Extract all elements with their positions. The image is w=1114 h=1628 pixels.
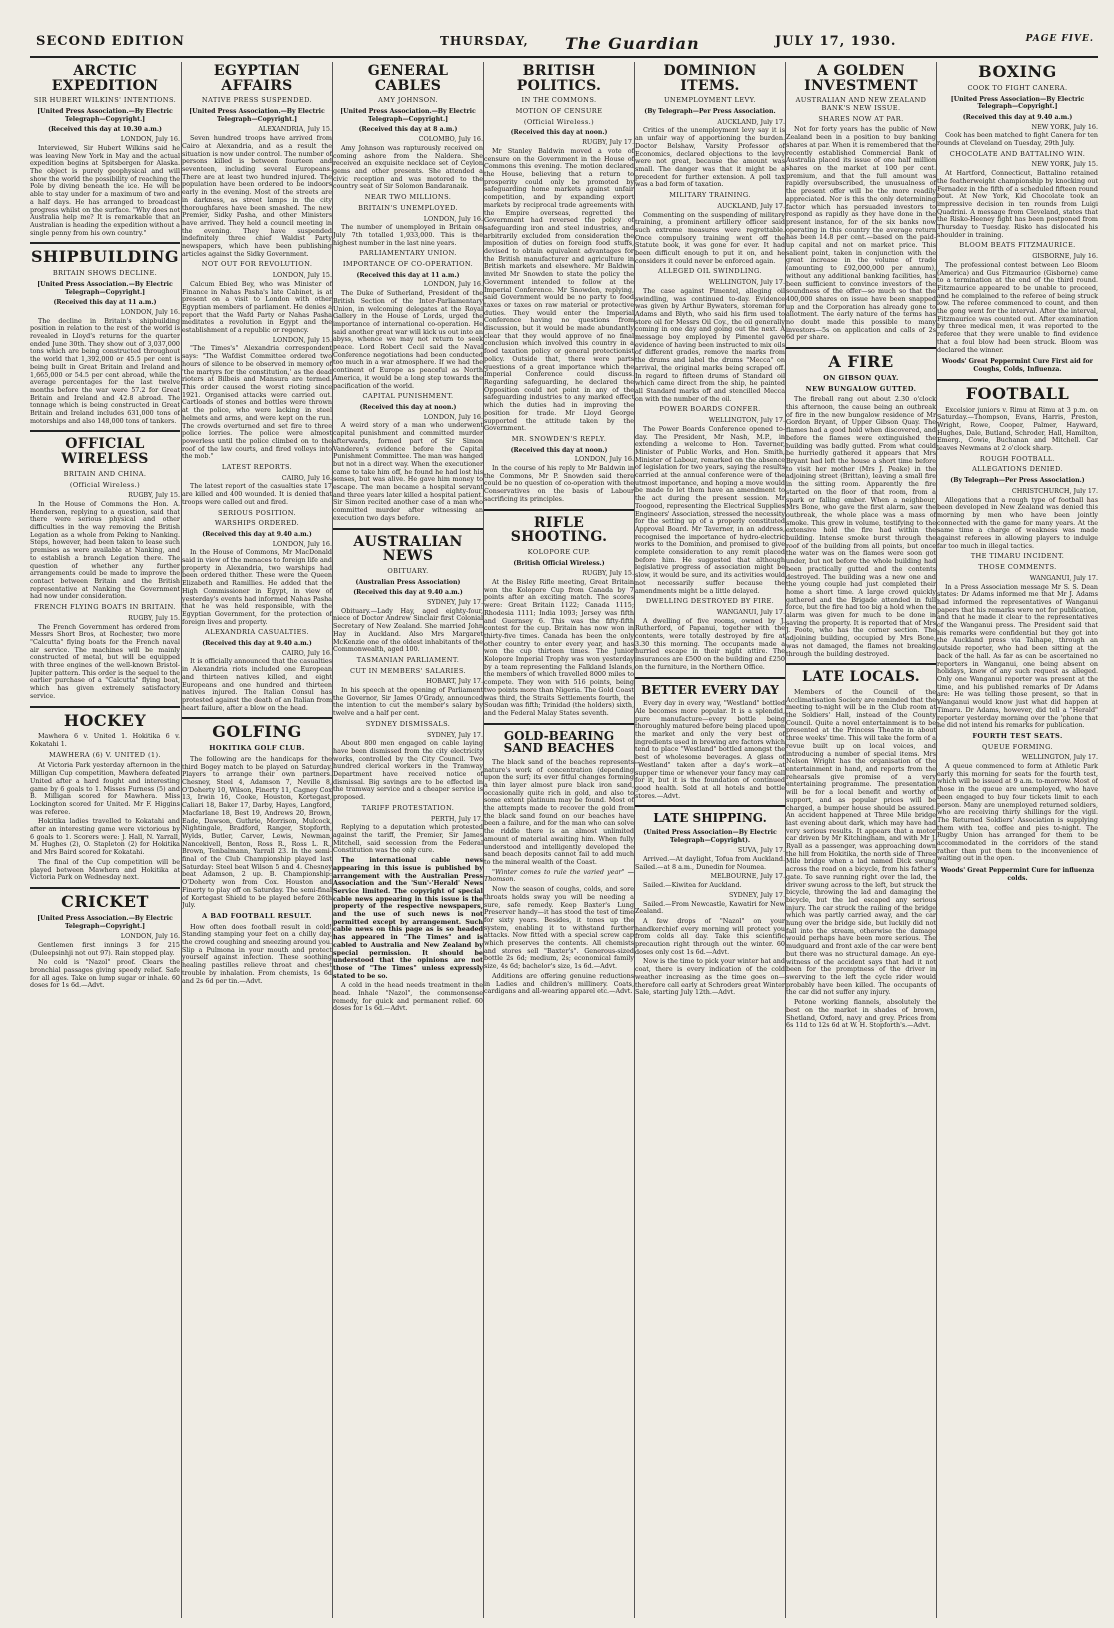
article-body: Obituary.—Lady Hay, aged eighty-four, niece of Doctor Andrew Sinclair first Colonial Secretary of New Zealand. She married John Hay in Auckland. Also Mrs Margaret McKenzie one of the oldest inhabitants of the Commonwealth, aged 100. [333, 606, 483, 654]
article-body: Critics of the unemployment levy say it is an unfair way of apportioning the burden. Doctor Belshaw, Varsity Professor of Economics, declared objections to the levy were not great, because the amount was small. The danger was that it might be a precedent for further extension. A poll tax was a bad form of taxation. [635, 126, 785, 189]
article-body: The Duke of Sutherland, President of the British Section of the Inter-Parliamentary Union, in welcoming delegates at the Royal Gallery in the House of Lords, urged the importance of international co-operation. He said another great war will kick us out into an abyss, whence we may not return to seek peace. Lord Robert Cecil said the Naval Conference negotiations had been conducted too much in a war atmosphere. If we had the continent of Europe as peaceful as North America, it would be a long step towards the pacification of the world. [333, 289, 483, 390]
advertisement: No cold is "Nazol" proof. Clears the bronchial passages giving speedy relief. Safe for all ages. Take on lump sugar or inhale. 60 doses for 1s 6d.—Advt. [30, 958, 180, 990]
headline: BRITISH POLITICS. [516, 63, 602, 94]
headline: FOOTBALL [965, 383, 1070, 403]
dateline: WELLINGTON, July 17. [1021, 753, 1098, 762]
article-body: Replying to a deputation which protested against the tariff, the Premier, Sir James Mitchell, said secession from the Federal Constitution was the only cure. [333, 823, 483, 855]
article-body: Commenting on the suspending of military training, a prominent artillery officer said such extreme measures were regrettable. Once compulsory training went off the Statute book, it was gone for ever. It had been difficult enough to put it on, and he considers it could never be enforced again. [635, 210, 785, 265]
subheading: THE TIMARU INCIDENT. [970, 552, 1065, 561]
subheading: CAPITAL PUNISHMENT. [362, 392, 454, 401]
column-4 [484, 62, 634, 1620]
dateline: AUCKLAND, July 17. [717, 201, 785, 210]
subheading: MILITARY TRAINING. [669, 191, 751, 200]
subheading: MOTION OF CENSURE [515, 107, 603, 116]
received-line: (Received this day at noon.) [359, 403, 457, 411]
article-body: Cook has been matched to fight Canera for ten rounds at Cleveland on Tuesday, 29th July. [937, 131, 1098, 148]
dateline: MELBOURNE, July 17. [710, 872, 785, 881]
headline: ARCTIC EXPEDITION [51, 63, 159, 94]
dateline: WANGANUI, July 17. [716, 607, 785, 616]
divider [30, 706, 180, 708]
divider [30, 242, 180, 244]
divider [484, 723, 634, 725]
article-body: Interviewed, Sir Hubert Wilkins said he was leaving New York in May and the actual expedition begins at Spitsbergen for Alaska. The object is purely geophysical and will show the world the possibility of reaching the Pole by diving beneath the ice. He will be able to stay under for a maximum of two and a half days. He has arranged to broadcast progress whilst on the surface. "Why does not Australia help me? It is remarkable that an Australian is heading the expedition without a single penny from his own country." [30, 143, 180, 237]
issue-date: JULY 17, 1930. [775, 34, 897, 49]
advertisement: Every day in every way, "Westland" bottled Ale becomes more popular. It is a splendid, pure manufacture—every bottle being thoroughly matured before being placed upon the market and only the very best of ingredients used in brewing are factors which tend to place "Westland" bottled amongst the best of wholesome beverages. A glass of "Westland" taken after a day's work—at supper time or whenever your fancy may call for it, but it is the foundation of continued good health. Sold at all hotels and bottle stores.—Advt. [635, 699, 785, 800]
credit-line: (Official Wireless.) [523, 117, 595, 126]
divider [30, 887, 180, 889]
dateline: WELLINGTON, July 17. [708, 416, 785, 425]
dateline: ALEXANDRIA, July 15. [258, 125, 332, 134]
dateline: LONDON, July 16. [120, 135, 180, 144]
subheading: BRITAIN AND CHINA. [63, 469, 147, 478]
article-body: Arrived.—At daylight, Tofua from Auckland. Sailed.—at 8 a.m., Dunedin for Noumea. [635, 855, 785, 871]
article-body: About 800 men engaged on cable laying have been dismissed from the city electricity works, controlled by the City Council. Two hundred clerical workers in the Tramway Department have received notice of dismissal. Big savings are to be effected in the tramway service and a cheaper service is proposed. [333, 739, 483, 802]
received-line: (Received this day at 10.30 a.m.) [48, 126, 162, 134]
article-body: Calcum Ebied Bey, who was Minister of Finance in Nahas Pasha's late Cabinet, is at present on a visit to London with other Egyptian members of parliament. He denies a report that the Wafd Party or Nahas Pasha meditates a revolution in Egypt and the establishment of a republic or regency. [182, 279, 332, 335]
subheading: LATEST REPORTS. [221, 463, 293, 472]
article-body: Sailed.—From Newcastle, Kawatiri for New Zealand. [635, 899, 785, 916]
subheading: CUT IN MEMBERS' SALARIES. [349, 666, 467, 675]
headline: AUSTRALIAN NEWS [353, 533, 463, 565]
article-body: Amy Johnson was rapturously received on coming ashore from the Naldera. She received an exquisite necklace set of Ceylon gems and other presents. She attended a civic reception and was motored to the country seat of Sir Solomon Bandaranaik. [333, 143, 483, 191]
headline: CRICKET [61, 892, 149, 911]
dateline: LONDON, July 16. [423, 214, 483, 223]
advertisement: Now is the time to pick your winter hat and coat, there is every indication of the cold weather increasing as the time goes on—therefore call early at Schroders great Winter Sale, starting July 12th.—Advt. [635, 957, 785, 997]
credit-line: [United Press Association.—By Electric Telegraph—Copyright.] [37, 280, 173, 296]
received-line: (Received this day at 9.40 a.m.) [202, 530, 312, 538]
article-late-shipping [635, 812, 785, 997]
article-body: Hokitika ladies travelled to Kokatahi and after an interesting game were victorious by 6 goals to 1. Scorers were: J. Hall, N. Yarrall, M. Hughes (2), O. Stapleton (2) for Hokitika and Mrs Baird scored for Kokatahi. [30, 817, 180, 857]
article-hockey [30, 710, 180, 882]
article-body: Sailed.—Kiwitea for Auckland. [643, 881, 742, 890]
received-line: (Received this day at 11 a.m.) [53, 299, 157, 307]
article-football [937, 383, 1098, 883]
dateline: LONDON, July 16. [574, 455, 634, 464]
article-british-politics [484, 64, 634, 504]
article-australian-news [333, 535, 483, 1014]
article-body: The Power Boards Conference opened to-day. The President, Mr Nash, M.P., in extending a welcome to Hon. Taverner, Minister of Public Works, and Hon. Smith, Minister of Labour, remarked on the absence of legislation for two years, saying the results carried at the annual conference were of the utmost importance, and hoping a move would be made to let them have an amendment to the act during the present session. Mr Toogood, representing the Electrical Supplies Engineers' Association, stressed the necessity for the setting up of a properly constituted Approval Board. Mr Taverner, in an address, recognised the importance of hydro-electric works to the Dominion, and promised to give complete consideration to any remit placed before him. He suggested that although legislative progress of association might be slow, it would be sure, and its activities would not necessarily suffer because the amendments might be a little delayed. [635, 424, 785, 595]
headline: OFFICIAL WIRELESS [61, 436, 149, 468]
received-line: (Received this day at 8 a.m.) [358, 126, 458, 134]
article-body: In a Press Association message Mr S. S. Dean states: Dr Adams informed me that Mr J. Adams had informed the representatives of Wanganui papers that his remarks were not for publication, and that he made it clear to the representatives of the Wanganui press. The President said that his remarks were confidential but they got into the Auckland press via Taihape, through an outside reporter, who had been sitting at the back of the hall. As far as can be ascertained no reporters in Wanganui, one being absent on holidays, knew of any such request as alleged. Only one Wanganui reporter was present at the time, and his published remarks of Dr Adams are: He was telling those present, so that in Wanganui would know just what did happen at Timaru. Dr Adams, however, did tell a "Herald" reporter yesterday morning over the 'phone that he did not intend his remarks for publication. [937, 582, 1098, 730]
credit-line: [United Press Association.—By Electric Telegraph—Copyright.] [189, 108, 325, 123]
credit-line: [United Press Association—By Electric Telegraph—Copyright.] [950, 95, 1085, 111]
article-body: A queue commenced to form at Athletic Park early this morning for seats for the fourth test, which will be issued at 9 a.m. to-morrow. Most of those in the queue are unemployed, who have been engaged to buy four tickets limit to each person. Many are unemployed returned soldiers, who are receiving thirty shillings for the vigil. The Returned Soldiers' Association is supplying them with tea, coffee and pies to-night. The Rugby Union has arranged for them to be accommodated in the corridors of the stand rather than put them to the inconvenience of waiting out in the open. [937, 762, 1098, 863]
credit-line: [United Press Association.—By Electric Telegraph—Copyright.] [37, 108, 173, 123]
newspaper-name: The Guardian [565, 34, 700, 53]
dateline: LONDON, July 16. [423, 280, 483, 289]
dateline: LONDON, July 15. [272, 271, 332, 280]
subheading: SHARES NOW AT PAR. [818, 114, 904, 123]
article-boxing [937, 64, 1098, 374]
subheading: TARIFF PROTESTATION. [361, 803, 455, 812]
headline: SHIPBUILDING [30, 247, 180, 267]
credit-line: (Official Wireless.) [69, 480, 141, 489]
dateline: SYDNEY, July 17. [427, 730, 483, 739]
headline: DOMINION ITEMS. [663, 63, 757, 94]
article-general-cables [333, 64, 483, 523]
article-body: Gentlemen first innings 3 for 215 (Duleepsinhji not out 97). Rain stopped play. [30, 940, 180, 957]
dateline: LONDON, July 15. [272, 335, 332, 344]
subheading: HOKITIKA GOLF CLUB. [209, 744, 305, 753]
article-body: At the Bisley Rifle meeting, Great Britain won the Kolopore Cup from Canada by 7 points after an exciting match. The scores were: Great Britain 1122; Canada 1115; Rhodesia 1111; India 1093; Jersey was fifth and Guernsey 6. This was the fifty-fifth contest for the cup. Britain has now won in thirty-five times. Canada has been the only other country to enter every year, and has won the cup thirteen times. The Junior Kolopore Imperial Trophy was won yesterday by a team representing the Falkland Islands, the members of which travelled 8000 miles to compete. They won with 516 points, being two points more than Nigeria. The Gold Coast was third, the Straits Settlements fourth, the Soudan was fifth; Trinidad (the holders) sixth, and the Federal Malay States seventh. [484, 578, 634, 717]
article-body: At Hartford, Connecticut, Battalino retained the featherweight championship by knocking out Fernadez in the fifth of a scheduled fifteen round bout. At New York, Kid Chocolate took an impressive decision in ten rounds from Luigi Quadrini. A message from Cleveland, states that the Risko-Heeney fight has been postponed from Thursday to Tuesday. Risko has dislocated his shoulder in training. [937, 169, 1098, 239]
headline: A GOLDEN INVESTMENT [804, 63, 918, 94]
copyright-note: The international cable news appearing in this issue is published by arrangement with the Australian Press Association and the 'Sun'-'Herald' News Service limited. The copyright of special cable news appearing in this issue is the property of the respective newspapers, and the use of such news is not permitted except by arrangement. Such cable news on this page as is so headed has appeared in "The Times" and is cabled to Australia and New Zealand by special permission. It should be understood that the opinions are not those of "The Times" unless expressly stated to be so. [333, 856, 483, 980]
subheading: ROUGH FOOTBALL. [979, 454, 1056, 463]
dateline: RUGBY, July 15. [582, 569, 634, 578]
advertisement: Petone working flannels, absolutely the best on the market in shades of brown, Shetland, Oxford, navy and grey. Prices from 6s 11d to 12s 6d at W. H. Stopforth's.—Advt. [786, 998, 936, 1030]
divider [937, 379, 1098, 381]
article-a-fire [786, 354, 936, 658]
headline: A FIRE [828, 352, 894, 372]
divider [333, 528, 483, 530]
subheading: BLOOM BEATS FITZMAURICE. [959, 241, 1076, 250]
article-body: The professional contest between Leo Bloom (America) and Gus Fitzmaurice (Gisborne) came to a termination at the end of the third round. Fitzmaurice appeared to be unable to proceed, and he complained to the referee of being struck low. The referee commenced to count, and then the gong went for the interval. After the interval, Fitzmaurice was counted out. After examination by three medical men, it was reported to the referee that they were unable to find evidence that a foul blow had been struck. Bloom was declared the winner. [937, 260, 1098, 354]
headline: HOCKEY [63, 710, 147, 730]
credit-line: (United Press Association—By Electric Telegraph—Copyright). [643, 828, 777, 844]
divider [635, 805, 785, 807]
subheading: SYDNEY DISMISSALS. [365, 719, 451, 728]
advertisement: A few drops of "Nazol" on your handkerchief every morning will protect you from colds all day. Take this scientific precaution right through out the winter. 60 doses only cost 1s 6d.—Advt. [635, 916, 785, 956]
dateline: SYDNEY, July 17. [427, 598, 483, 607]
credit-line: (Australian Press Association) [355, 578, 461, 586]
article-body: The black sand of the beaches represents nature's work of concentration (depending upon the surf; its ever fitful changes forming a thin layer almost pure black iron sand, occasionally quite rich in gold, and also to some extent platinum may be found. Most of the attempts made to recover the gold from the black sand found on our beaches have been a failure, and for the man who can solve the riddle there is an almost unlimited amount of material awaiting him. When fully understood and intelligently developed the sand beach deposits cannot fail to add much to the mineral wealth of the Coast. [484, 757, 634, 866]
dateline: GISBORNE, July 16. [1032, 252, 1098, 261]
column-6 [786, 62, 936, 1620]
subheading: QUEUE FORMING. [981, 742, 1054, 751]
headline: LATE SHIPPING. [653, 811, 767, 826]
page-number: PAGE FIVE. [1025, 34, 1094, 44]
subheading: COOK TO FIGHT CANERA. [967, 83, 1068, 92]
credit-line: [United Press Association.—By Electric Telegraph—Copyright.] [340, 108, 476, 123]
column-1 [30, 62, 180, 1620]
subheading: BRITAIN SHOWS DECLINE. [52, 269, 158, 278]
headline: GENERAL CABLES [367, 63, 449, 94]
divider [786, 663, 936, 665]
article-body: Members of the Council of the Acclimatisation Society are reminded that the meeting to-night will be in the Club room at the Soldiers' Hall, instead of the County Council. Quite a novel entertainment is to be presented at the Princess Theatre in about three weeks' time. This will take the form of a revue built up on local voices, and introducing a number of special items. Mrs Nelson Wright has the organisation of the entertainment in hand, and reports from the rehearsals give promise of a very entertaining programme. The presentation will be for a local benefit and worthy of support, and as popular prices will be charged, a bumper house should be assured. An accident happened at Three Mile bridge last evening about dark, which may have had very serious results. It appears that a motor car driven by Mr Kitchingham, and with Mr J. Ryall as a passenger, was approaching down the hill from Hokitika, the north side of Three Mile bridge when a lad named Dick swung across the road on a bicycle, from his father's gate. To save running right over the lad, the driver swung across to the left, but struck the bicycle, throwing the lad and damaging the bicycle, but the lad escaped any serious injury. The car struck the railing of the bridge which was partly carried away, and the car hung over the bridge side, but luckily did not fall into the stream, otherwise the damage would perhaps have been more serious. The mudguard and front axle of the car were bent but there was no structural damage. An eye-witness of the accident says that had it not been for the promptness of the driver in swerving to the left the cycle rider would probably have been killed. The occupants of the car did not suffer any injury. [786, 687, 936, 997]
article-body: Allegations that a rough type of football has been developed in New Zealand was denied this morning by men who have been jointly connected with the game for many years. At the same time a charge of weakness was made against referees in allowing players to indulge far too much in illegal tactics. [937, 495, 1098, 550]
subheading: NATIVE PRESS SUSPENDED. [201, 96, 313, 105]
subheading: A BAD FOOTBALL RESULT. [202, 911, 312, 920]
received-line: (Received this day at 9.40 a.m.) [962, 113, 1073, 121]
advertisement: Now the season of coughs, colds, and sore throats holds sway you will be needing a sure, safe remedy. Keep Baxter's Lung Preserver handy—it has stood the test of time for sixty years. Besides, it tones up the system, enabling it to withstand further attacks. Now fitted with a special screw cap which preserves the contents. All chemists and stores sell "Baxter's". Generous-sized bottle 2s 6d; medium, 2s; economical family size, 4s 6d; bachelor's size, 1s 6d.—Advt. [484, 885, 634, 971]
article-gold-sand [484, 730, 634, 996]
article-golfing [182, 724, 332, 985]
subheading: SIR HUBERT WILKINS' INTENTIONS. [33, 96, 177, 105]
dateline: LONDON, July 16. [423, 412, 483, 421]
subheading: SERIOUS POSITION. [217, 508, 297, 517]
advertisement: A cold in the head needs treatment in the head. Inhale "Nazol", the commonsense remedy, for quick and permanent relief. 60 doses for 1s 6d.—Advt. [333, 981, 483, 1013]
subheading: FOURTH TEST SEATS. [972, 731, 1063, 740]
subheading: POWER BOARDS CONFER. [659, 405, 761, 414]
advertisement: How often does football result in cold! Standing stamping your feet on a chilly day, the crowd coughing and sneezing around you. Slip a Pulmona in your mouth and protect yourself against infection. These soothing healing pastilles relieve throat and chest trouble by inhalation. From chemists, 1s 6d and 2s 6d per tin.—Advt. [182, 922, 332, 985]
subheading: NOT OUT FOR REVOLUTION. [201, 260, 313, 269]
dateline: LONDON, July 16. [120, 307, 180, 316]
divider [30, 430, 180, 432]
dateline: NEW YORK, July 16. [1031, 122, 1098, 131]
subheading: ON GIBSON QUAY. [823, 373, 899, 382]
headline: RIFLE SHOOTING. [510, 514, 608, 546]
article-better-every-day [635, 684, 785, 801]
dateline: LONDON, July 16. [272, 539, 332, 548]
dateline: PERTH, July 17. [430, 814, 483, 823]
received-line: (Received this day at noon.) [510, 129, 608, 137]
divider [182, 717, 332, 719]
article-body: In the course of his reply to Mr Baldwin in the Commons, Mr P. Snowden said there could be no question of co-operation with the Conservatives on the basis of Labour sacrificing its principles. [484, 464, 634, 503]
subheading: IN THE COMMONS. [521, 96, 597, 105]
article-body: The number of unemployed in Britain on July 7th totalled 1,933,000. This is the highest number in the last nine years. [333, 223, 483, 247]
dateline: WANGANUI, July 17. [1029, 573, 1098, 582]
divider [484, 509, 634, 511]
dateline: CHRISTCHURCH, July 17. [1011, 486, 1098, 495]
column-3 [333, 62, 483, 1620]
article-body: The French Government has ordered from Messrs Short Bros, at Rochester, two more "Calcutta" flying boats for the French naval air service. The machines will be mainly constructed of metal, but will be equipped with three engines of the well-known Bristol-Jupiter pattern. This order is the sequel to the earlier purchase of a "Calcutta" flying boat, which has given extremely satisfactory service. [30, 622, 180, 700]
edition-label: SECOND EDITION [36, 34, 185, 49]
subheading: WARSHIPS ORDERED. [214, 519, 300, 528]
article-body: "The Times's" Alexandria correspondent says: "The Wafdist Committee ordered two hours of silence to be observed in memory of 'the martyrs for the constitution,' as the dead rioters at Bilbeis and Mansura are termed. This order caused the worst rioting since 1921. Organised attacks were carried out. Cartloads of stones and bottles were thrown at the police, who were lacking in steel helmets and arms, and were kept on the run. The crowds overturned and set fire to three police lorries. The police were almost powerless until the police climbed on to the roof of the law courts, and fired volleys into the mob." [182, 344, 332, 461]
article-late-locals [786, 670, 936, 1030]
dateline: CAIRO, July 16. [281, 648, 332, 657]
subheading: MAWHERA (6) V. UNITED (1). [48, 750, 161, 759]
dateline: CAIRO, July 16. [281, 473, 332, 482]
dateline: RUGBY, July 15. [128, 491, 180, 500]
article-body: The latest report of the casualties state 17 are killed and 400 wounded. It is denied that troops were called out and fired. [182, 482, 332, 506]
dateline: SUVA, July 17. [737, 846, 785, 855]
subheading: ALEXANDRIA CASUALTIES. [205, 628, 309, 637]
credit-line: [United Press Association.—By Electric Telegraph—Copyright.] [37, 914, 173, 930]
article-body: The following are the handicaps for the third Bogey match to be played on Saturday. Players to arrange their own partners. Chesney, Steel 4, Adamson 7, Neville 8, O'Doherty 10, Wilson, Finerty 11, Cagney Cox 13, Irwin 16, Cooke, Houston, Kortegast, Caliari 18, Baker 17, Darby, Hayes, Langford, Macfarlane 18, Best 19, Andrews 20, Brown, Eade, Dawson, Guthrie, Morrison, Mulcock, Nightingale, Bradford, Ranger, Stopforth, Wylds, Butler, Carver, Lewis, Newman, Nancekivell, Benton, Ross R., Ross L. R., Brown, Tenbalmann, Yarrall 23. In the semi-final of the Club Championship played last Saturday: Steel beat Wilson 5 and 4. Chesney beat Adamson, 2 up. B. Championship: O'Doherty won from Cox. Houston and Finerty to play off on Saturday. The semi-final of Kortegast Shield to be played before 26th July. [182, 754, 332, 910]
article-egyptian-affairs [182, 64, 332, 712]
article-body: In the House of Commons the Hon. A. Henderson, replying to a question, said that there were serious physical and other difficulties in the way removing the British Legation as a whole from Peking to Nanking. Steps, however, had been taken to lease such premises as were available at Nanking, and to establish a branch Legation there. The question of whether any further arrangements could be made to improve the contact between Britain and the British representative at Nanking the Government had now under consideration. [30, 499, 180, 601]
credit-line: (By Telegraph—Per Press Association.) [950, 477, 1085, 485]
article-shipbuilding [30, 249, 180, 425]
headline: BOXING [978, 62, 1057, 81]
headline: GOLFING [212, 722, 302, 742]
dateline: NEW YORK, July 15. [1031, 160, 1098, 169]
article-body: The decline in Britain's shipbuilding position in relation to the rest of the world is revealed in Lloyd's returns for the quarter ended June 30th. They show out of 3,037,000 tons which are being constructed throughout the world that 1,392,000 or 45.5 per cent is being built in Great Britain and Ireland and 1,665,000 or 54.5 per cent abroad, while the average percentages for the last twelve months before the war were 57.2 for Great Britain and Ireland and 42.8 abroad. The tonnage which is being constructed in Great Britain and Ireland includes 631,000 tons of motorships and also 148,000 tons of tankers. [30, 316, 180, 425]
subheading: NEW BUNGALOW GUTTED. [805, 384, 917, 393]
dateline: RUGBY, July 15. [128, 613, 180, 622]
subheading: IMPORTANCE OF CO-OPERATION. [342, 260, 474, 269]
advertisement: Woods' Great Peppermint Cure First aid for Coughs, Colds, Influenza. [942, 358, 1093, 373]
credit-line: (British Official Wireless.) [513, 559, 605, 567]
headline: EGYPTIAN AFFAIRS [213, 63, 301, 94]
subheading: MR. SNOWDEN'S REPLY. [511, 434, 607, 443]
article-body: A weird story of a man who underwent capital punishment and committed murder afterwards, formed part of Sir Simon Vanderen's evidence before the Capital Punishment Committee. The man was hanged but not in a direct way. When the executioner came to take him off, he found he had lost his senses, but was alive. He gave him money to escape. The man became a hospital servant and three years later killed a hospital patient. Sir Simon recited another case of a man who committed murder after witnessing an execution two days before. [333, 421, 483, 522]
dateline: HOBART, July 17. [426, 677, 483, 686]
headline: GOLD-BEARING SAND BEACHES [503, 728, 615, 756]
advertisement: Woods' Great Peppermint Cure for influenza colds. [940, 867, 1095, 882]
subheading: NEAR TWO MILLIONS. [364, 193, 452, 202]
article-arctic [30, 64, 180, 237]
article-body: The case against Pimentel, alleging oil swindling, was continued to-day. Evidence was given by Arthur Bywaters, storeman for Adams and Blyth, who said his firm used to store oil for Messrs Oil Coy., the oil generally coming in one day and going out the next. A message boy employed by Pimentel gave evidence of having been instructed to mix oils of different grades, remove the marks from the drums and label the drums "Mecca" on arrival, the original marks being scraped off. In regard to fifteen drums of Standard oil which came direct from the ship, he painted all Standard marks off and stencilled Mecca on with the number of the oil. [635, 286, 785, 403]
subheading: TASMANIAN PARLIAMENT. [356, 655, 460, 664]
received-line: (Received this day at 9.40 a.m.) [353, 589, 463, 597]
received-line: (Received this day at 11 a.m.) [356, 271, 460, 279]
subheading: UNEMPLOYMENT LEVY. [663, 96, 757, 105]
headline: LATE LOCALS. [802, 669, 920, 686]
dateline: RUGBY, July 17. [582, 138, 634, 147]
divider [635, 677, 785, 679]
dateline: COLOMBO, July 16. [418, 135, 483, 144]
advertisement: Additions are offering genuine reductions in Ladies and children's millinery. Coats, cardigans and all-wearing apparel etc.—Advt. [484, 971, 634, 996]
article-body: Excelsior juniors v. Rimu at Rimu at 3 p.m. on Saturday.—Thompson, Evans, Harris, Preston, Wright, Rowe, Cooper, Palmer, Hayward, Hughes, Dale, Butland, Schroder, Hall, Hamilton, Emerg., Cowie, Buchanan and Mitchell. Car leaves Newmans at 2 o'clock sharp. [937, 405, 1098, 453]
subheading: PARLIAMENTARY UNION. [359, 249, 457, 258]
divider [786, 347, 936, 349]
article-dominion-items [635, 64, 785, 672]
results-line: Mawhera 6 v. United 1. Hokitika 6 v. Kokatahi 1. [30, 732, 180, 749]
masthead [30, 30, 1098, 58]
dateline: AUCKLAND, July 17. [717, 117, 785, 126]
subheading: CHOCOLATE AND BATTALINO WIN. [949, 149, 1086, 158]
subheading: BRITAIN'S UNEMPLOYED. [358, 203, 458, 212]
headline: BETTER EVERY DAY [641, 682, 779, 697]
received-line: (Received this day at 9.40 a.m.) [202, 640, 312, 648]
subheading: DWELLING DESTROYED BY FIRE. [645, 597, 775, 606]
article-body: At Victoria Park yesterday afternoon in the Milligan Cup competition, Mawhera defeated United after a hard fought and interesting game by 6 goals to 1. Misses Furness (5) and B. Milligan scored for Mawhera. Miss Lockington scored for United. Mr F. Higgins was referee. [30, 761, 180, 816]
article-cricket [30, 894, 180, 990]
received-line: (Received this day at noon.) [510, 446, 608, 454]
article-golden-investment [786, 64, 936, 342]
subheading: FRENCH FLYING BOATS IN BRITAIN. [34, 603, 176, 612]
dateline: SYDNEY, July 17. [729, 890, 785, 899]
article-body: It is officially announced that the casualties in Alexandria riots included one European and thirteen natives killed, and eight Europeans and one hundred and thirteen natives injured. The Italian Consul has protested against the death of an Italian from heart failure, after a blow on the head. [182, 657, 332, 712]
article-body: A dwelling of five rooms, owned by J. Rutherford, of Papanui, together with the contents, were totally destroyed by fire at 3.30 this morning. The occupants made a hurried escape in their night attire. The insurances are £500 on the building and £250 on the furniture, in the Northern Office. [635, 616, 785, 671]
column-5 [635, 62, 785, 1620]
quotation: "Winter comes to rule the varied year" —Thomson. [484, 867, 634, 884]
dateline: WELLINGTON, July 17. [708, 278, 785, 287]
subheading: KOLOPORE CUP. [527, 547, 591, 556]
article-body: In his speech at the opening of Parliament the Governor, Sir James O'Grady, announced the intention to cut the member's salary by twelve and a half per cent. [333, 686, 483, 718]
day-label: THURSDAY, [440, 34, 529, 48]
column-7 [937, 62, 1098, 1620]
credit-line: (By Telegraph—Per Press Association. [644, 108, 776, 116]
article-body: The fireball rang out about 2.30 o'clock this afternoon, the cause being an outbreak of fire in the new bungalow residence of Mr Gordon Bryant, of Upper Gibson Quay. The flames had a good hold when discovered, and before the flames were extinguished the building was badly gutted. From what could be hurriedly gathered it appears that Mrs Bryant had left the house a short time before to visit her mother (Mrs J. Peake) in the adjoining street (Brittan), leaving a small fire in the sitting room. Apparently the fire started on the floor of that room, from a spark or falling ember. When a neighbour, Mrs Bone, who gave the first alarm, saw the outbreak, the whole place was a mass of smoke. This grew in volume, testifying to the extensive hold the fire had within the building. Intense smoke burst through the roof of the building from all points, but once the water was on the flames were soon got under, but not before the whole building had been practically gutted and the contents destroyed. The building was a new one and the young couple had just completed their home a short time. A large crowd quickly gathered and the Brigade attended in full force, but the fire had too big a hold when the alarm was given for much to be done in saving the property. It is reported that of Mrs J. Foote, who has the corner section. The adjoining building, occupied by Mrs Bone, was not damaged, the flames not breaking through the building destroyed. [786, 395, 936, 658]
subheading: AUSTRALIAN AND NEW ZEALAND BANK'S NEW ISSUE. [795, 96, 927, 113]
article-body: Not for forty years has the public of New Zealand been in a position to buy banking shares at par. When it is remembered that the recently established Commercial Bank of Australia placed its issue of one half million shares on the market at 100 per cent. premium, and that the full amount was rapidly oversubscribed, the unusualness of the present offer will be the more readily appreciated. Nor is this the only determining factor which has persuaded investors to respond as rapidly as they have done in the present instance, for of the six banks now operating in this country the average return has been 14.8 per cent.—based on the paid-up capital and not on market price. This salient point, taken in conjunction with the great increase in the volume of trade (amounting to £92,000,000 per annum), without any additional banking facilities, has been sufficient to convince investors of the soundness of the offer—so much so that the 400,000 shares on issue have been snapped up and the Corporation has already gone to allotment. The early nature of the terms has no doubt made this possible to many investors—5s on application and calls of 2s 6d per share. [786, 125, 936, 342]
article-body: The final of the Cup competition will be played between Mawhera and Hokitika at Victoria Park on Wednesday next. [30, 857, 180, 882]
article-body: Seven hundred troops have arrived from Cairo at Alexandria, and as a result the situation is now under control. The number of persons killed is between fourteen and seventeen, including several Europeans. There are at least two hundred injured. The population have been ordered to be indoors early in the evening. Most of the streets are in darkness, as street lamps in the city thoroughfares have been smashed. The new Premier, Sidky Pasha, and other Ministers have arrived. They held a council meeting in the evening. They have suspended indefinitely three chief Waldist Party newspapers, which have been publishing articles against the Sidky Government. [182, 134, 332, 258]
article-body: In the House of Commons, Mr MacDonald said in view of the menaces to foreign life and property in Alexandria, two warships had been ordered thither. These were the Queen Elizabeth and Ramillies. He added that the High Commissioner in Egypt, in view of yesterday's events had informed Nahas Pasha that he was held responsible, with the Egyptian Government, for the protection of foreign lives and property. [182, 548, 332, 626]
subheading: AMY JOHNSON. [378, 96, 438, 105]
subheading: ALLEGATIONS DENIED. [972, 465, 1063, 474]
subheading: THOSE COMMENTS. [978, 563, 1057, 572]
subheading: OBITUARY. [387, 566, 429, 575]
subheading: ALLEGED OIL SWINDLING. [658, 267, 762, 276]
column-2 [182, 62, 332, 1620]
dateline: LONDON, July 16. [120, 932, 180, 941]
article-official-wireless [30, 437, 180, 700]
article-rifle-shooting [484, 516, 634, 718]
article-body: Mr Stanley Baldwin moved a vote of censure on the Government in the House of Commons this evening. The motion declared the House, believing that a return to prosperity could only be promoted by safeguarding home markets against unfair competition, and by expanding export markets by reciprocal trade agreements with the Empire overseas, regretted the Government had reversed the policy of safeguarding iron and steel industries, and arbitrarily excluded from consideration the imposition of duties on foreign food stuffs, devised to obtain equivalent advantages for the British manufacturer and agriculture in British markets and elsewhere. Mr Baldwin invited Mr Snowden to state the policy the Government intended to follow at the Imperial Conference. Mr Snowden, replying, said Government would be no party to food taxes or taxes on raw material or protective duties. They would enter the Imperial Conference having no questions from discussion, but it would be made abundantly clear that they would approve of no final conclusion which involved this country in a food taxation policy or general protectionist policy. Outside that, there were parts questions of a great importance which the Imperial Conference could discuss. Regarding safeguarding, he declared the Opposition could not point in any of the safeguarding industries to any marked effect which the duties had in improving the position for trade. Mr Lloyd George supported the attitude taken by the Government. [484, 146, 634, 433]
